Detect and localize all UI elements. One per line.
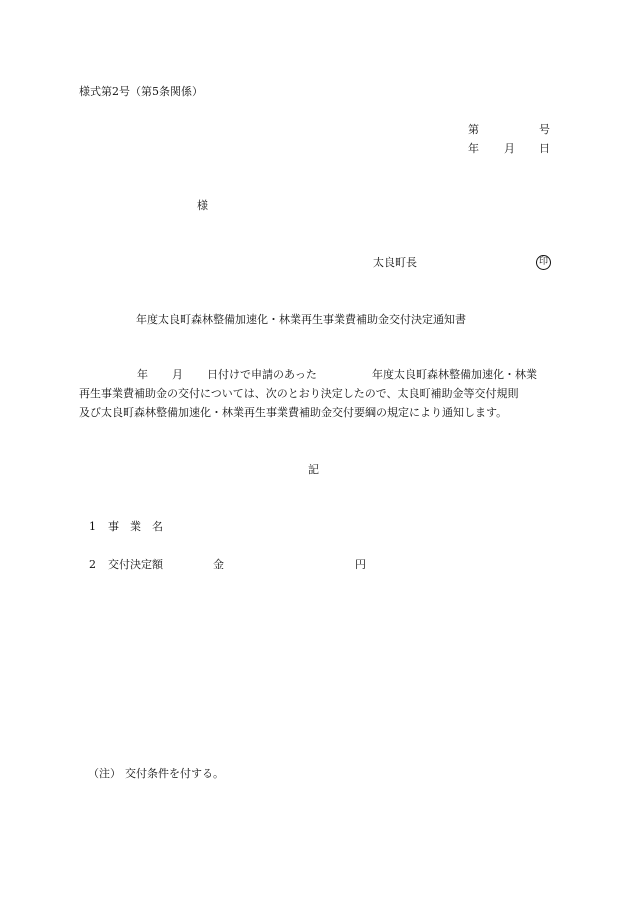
body-month: 月: [172, 368, 183, 381]
item-1-number: 1: [89, 520, 96, 533]
issuer-title: 太良町長: [373, 256, 417, 269]
form-label: 様式第2号（第5条関係）: [79, 85, 203, 98]
item-2-number: 2: [89, 558, 96, 571]
date-day: 日: [539, 142, 550, 155]
addressee-suffix: 様: [197, 199, 208, 212]
note-label: （注）: [88, 767, 121, 780]
item-2-label: 交付決定額: [108, 558, 163, 571]
item-1-label: 事 業 名: [108, 520, 163, 533]
seal-mark: 印: [536, 255, 551, 270]
body-text-a: 日付けで申請のあった: [207, 368, 317, 381]
body-text-b: 年度太良町森林整備加速化・林業: [372, 368, 537, 381]
ki-heading: 記: [308, 463, 319, 476]
number-go: 号: [539, 123, 550, 136]
note-text: 交付条件を付する。: [125, 767, 224, 780]
body-line-3: 及び太良町森林整備加速化・林業再生事業費補助金交付要綱の規定により通知します。: [79, 406, 508, 419]
document-title: 年度太良町森林整備加速化・林業再生事業費補助金交付決定通知書: [136, 313, 466, 326]
body-year: 年: [137, 368, 148, 381]
date-year: 年: [468, 142, 479, 155]
date-month: 月: [504, 142, 515, 155]
body-line-2: 再生事業費補助金の交付については、次のとおり決定したので、太良町補助金等交付規則: [79, 387, 519, 400]
item-2-unit: 円: [355, 558, 366, 571]
number-dai: 第: [468, 123, 479, 136]
item-2-prefix: 金: [213, 558, 224, 571]
